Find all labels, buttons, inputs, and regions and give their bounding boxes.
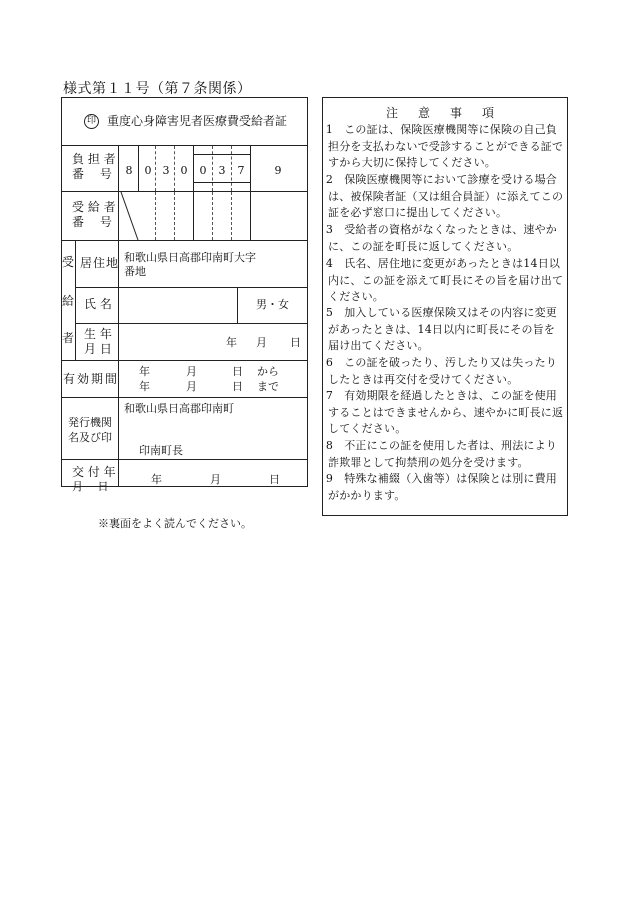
- note-item: 9 特殊な補綴（入歯等）は保険とは別に費用がかかります。: [325, 472, 558, 502]
- issue-month-unit: 月: [210, 473, 221, 486]
- name-label: 氏 名: [84, 297, 112, 311]
- form-number: 様式第１１号（第７条関係）: [63, 81, 252, 97]
- notes-heading: 注意事項: [386, 106, 515, 120]
- issue-day-unit: 日: [269, 473, 280, 486]
- birth-date-label-1: 生 年: [84, 327, 112, 341]
- payer-digit: 8: [125, 164, 133, 177]
- payer-digit: 3: [218, 164, 226, 177]
- recipient-group-char: 者: [62, 331, 75, 345]
- address-value-line-1: 和歌山県日高郡印南町大字: [124, 251, 256, 264]
- validity-to-year: 年: [139, 380, 150, 393]
- payer-digit: 0: [144, 164, 152, 177]
- recipient-number-label-2: 番 号: [72, 215, 112, 229]
- payer-digit: 7: [237, 164, 245, 177]
- issue-date-label-2: 月 日: [72, 480, 109, 493]
- note-item: 2 保険医療機関等において診療を受ける場合は、被保険者証（又は組合員証）に添えてこの証を必ず窓口に提出してください。: [325, 173, 564, 219]
- certificate-title: 重度心身障害児者医療費受給者証: [107, 114, 288, 128]
- recipient-number-slash: [119, 192, 139, 240]
- payer-number-label-1: 負 担 者: [72, 152, 116, 166]
- birth-day-unit: 日: [290, 336, 301, 349]
- note-item: 7 有効期限を経過したときは、この証を使用することはできませんから、速やかに町長に返してください。: [325, 389, 564, 435]
- note-item: 8 不正にこの証を使用した者は、刑法により詐欺罪として拘禁刑の処分を受けます。: [325, 439, 558, 469]
- validity-to-month: 月: [186, 380, 197, 393]
- recipient-group-char: 給: [62, 294, 75, 308]
- address-label: 居住地: [80, 256, 120, 270]
- validity-from-day: 日: [232, 365, 243, 378]
- validity-label: 有効期間: [63, 372, 120, 386]
- birth-month-unit: 月: [256, 336, 267, 349]
- note-item: 5 加入している医療保険又はその内容に変更があったときは、14日以内に町長にその旨を届け出てください。: [325, 306, 558, 352]
- issue-date-label-1: 交 付 年: [72, 465, 116, 479]
- note-item: 4 氏名、居住地に変更があったときは14日以内に、この証を添えて町長にその旨を届け出てください。: [325, 257, 564, 303]
- payer-digit: 3: [162, 164, 170, 177]
- validity-to-suffix: まで: [257, 380, 279, 393]
- birth-date-label-2: 月 日: [84, 342, 112, 356]
- validity-to-day: 日: [232, 380, 243, 393]
- seal-icon: 印: [84, 114, 99, 129]
- validity-from-suffix: から: [257, 365, 279, 378]
- note-item: 6 この証を破ったり、汚したり又は失ったりしたときは再交付を受けてください。: [325, 356, 558, 386]
- payer-number-label-2: 番 号: [72, 167, 112, 181]
- payer-digit: 9: [274, 164, 282, 177]
- footnote: ※裏面をよく読んでください。: [98, 517, 252, 530]
- payer-digit: 0: [199, 164, 207, 177]
- address-value-line-2: 番地: [124, 265, 146, 278]
- note-item: 3 受給者の資格がなくなったときは、速やかに、この証を町長に返してください。: [325, 223, 558, 253]
- payer-digit: 0: [180, 164, 188, 177]
- issue-year-unit: 年: [151, 473, 162, 486]
- issuer-address: 和歌山県日高郡印南町: [124, 402, 234, 415]
- gender-options: 男・女: [256, 298, 289, 311]
- validity-from-month: 月: [186, 365, 197, 378]
- birth-year-unit: 年: [226, 336, 237, 349]
- issuer-name: 印南町長: [139, 444, 183, 457]
- issuer-label-2: 名及び印: [68, 431, 112, 444]
- note-item: 1 この証は、保険医療機関等に保険の自己負担分を支払わないで受診することができる証ですから大切に保持してください。: [325, 123, 564, 169]
- recipient-group-char: 受: [62, 255, 75, 269]
- issuer-label-1: 発行機関: [68, 416, 112, 429]
- validity-from-year: 年: [139, 365, 150, 378]
- recipient-number-label-1: 受 給 者: [72, 200, 116, 214]
